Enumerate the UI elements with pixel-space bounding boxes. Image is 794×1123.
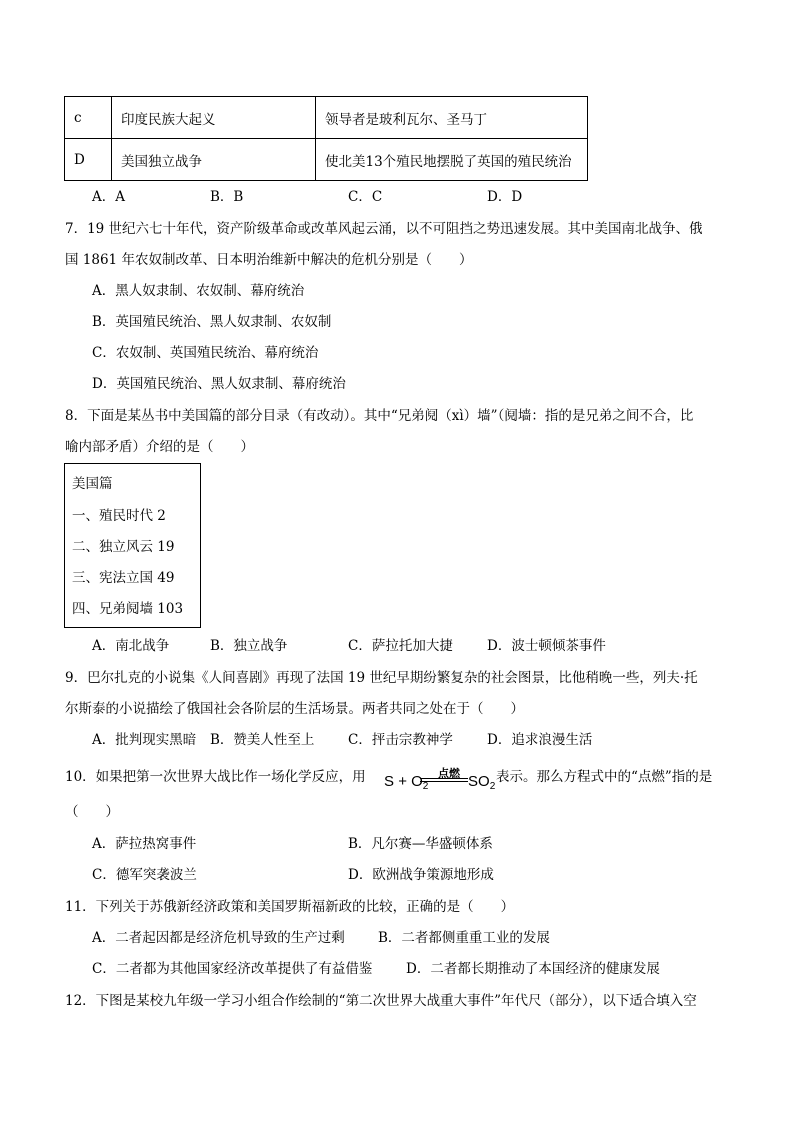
q8-stem-line1: 8．下面是某丛书中美国篇的部分目录（有改动）。其中“兄弟阋（xì）墙”（阋墙：指的是兄弟之间不合，比 xyxy=(65,408,694,424)
toc-title: 美国篇 xyxy=(72,476,113,492)
equation-o-subscript: 2 xyxy=(422,781,429,792)
q9-option-d: D．追求浪漫生活 xyxy=(487,732,593,748)
equation-condition: 点燃 xyxy=(438,767,460,780)
q10-stem-line2: （ ） xyxy=(65,804,119,820)
q11-option-a: A．二者起因都是经济危机导致的生产过剩 xyxy=(92,930,345,946)
q7-option-d: D．英国殖民统治、黑人奴隶制、幕府统治 xyxy=(92,376,346,392)
q6-option-b: B．B xyxy=(210,189,244,205)
q10-option-b: B．凡尔赛—华盛顿体系 xyxy=(348,836,493,852)
q10-option-d: D．欧洲战争策源地形成 xyxy=(348,867,494,883)
chemical-equation xyxy=(384,766,496,800)
q11-option-c: C．二者都为其他国家经济改革提供了有益借鉴 xyxy=(92,961,373,977)
q9-option-a: A．批判现实黑暗 xyxy=(92,732,197,748)
equation-so-subscript: 2 xyxy=(489,781,496,792)
table-cell-key: D xyxy=(65,139,112,181)
equation-s: S xyxy=(384,773,395,790)
q10-stem-before: 10．如果把第一次世界大战比作一场化学反应，用 xyxy=(65,769,366,785)
table-cell-event: 美国独立战争 xyxy=(112,139,316,181)
toc-entry: 四、兄弟阋墙 103 xyxy=(72,601,184,617)
toc-entry: 二、独立风云 19 xyxy=(72,539,175,555)
q7-stem-line2: 国 1861 年农奴制改革、日本明治维新中解决的危机分别是（ ） xyxy=(65,252,473,268)
toc-entry: 三、宪法立国 49 xyxy=(72,570,175,586)
q11-option-b: B．二者都侧重重工业的发展 xyxy=(378,930,550,946)
equation-reactants xyxy=(384,773,428,792)
q9-stem-line2: 尔斯泰的小说描绘了俄国社会各阶层的生活场景。两者共同之处在于（ ） xyxy=(65,701,524,717)
q8-option-d: D．波士顿倾茶事件 xyxy=(487,638,606,654)
q8-option-a: A．南北战争 xyxy=(92,638,170,654)
q6-option-a: A．A xyxy=(92,189,125,205)
q9-option-b: B．赞美人性至上 xyxy=(210,732,315,748)
q12-stem: 12．下图是某校九年级一学习小组合作绘制的“第二次世界大战重大事件”年代尺（部分），以下适合填入空 xyxy=(65,993,697,1009)
table-cell-desc: 领导者是玻利瓦尔、圣马丁 xyxy=(316,97,588,139)
q10-option-a: A．萨拉热窝事件 xyxy=(92,836,197,852)
q7-option-b: B．英国殖民统治、黑人奴隶制、农奴制 xyxy=(92,314,332,330)
table-cell-event: 印度民族大起义 xyxy=(112,97,316,139)
q7-option-a: A．黑人奴隶制、农奴制、幕府统治 xyxy=(92,283,305,299)
q11-stem: 11．下列关于苏俄新经济政策和美国罗斯福新政的比较，正确的是（ ） xyxy=(65,899,515,915)
equation-product xyxy=(468,773,495,792)
q6-option-c: C．C xyxy=(348,189,383,205)
q8-option-c: C．萨拉托加大捷 xyxy=(348,638,453,654)
q8-option-b: B．独立战争 xyxy=(210,638,288,654)
q7-option-c: C．农奴制、英国殖民统治、幕府统治 xyxy=(92,345,319,361)
answer-table xyxy=(64,96,588,181)
table-of-contents-box xyxy=(64,463,201,628)
table-cell-desc: 使北美13个殖民地摆脱了英国的殖民统治 xyxy=(316,139,588,181)
q10-stem-after: 表示。那么方程式中的“点燃”指的是 xyxy=(496,769,713,785)
table-cell-key: c xyxy=(65,97,112,139)
table-row xyxy=(65,97,588,139)
table-row xyxy=(65,139,588,181)
equation-so: SO xyxy=(468,773,490,790)
toc-entry: 一、殖民时代 2 xyxy=(72,508,166,524)
equation-plus: + xyxy=(398,773,407,790)
equation-o: O xyxy=(411,773,423,790)
q11-option-d: D．二者都长期推动了本国经济的健康发展 xyxy=(406,961,660,977)
q9-stem-line1: 9．巴尔扎克的小说集《人间喜剧》再现了法国 19 世纪早期纷繁复杂的社会图景，比他稍晚一些，列夫·托 xyxy=(65,670,698,686)
q10-option-c: C．德军突袭波兰 xyxy=(92,867,197,883)
q9-option-c: C．抨击宗教神学 xyxy=(348,732,453,748)
q7-stem-line1: 7．19 世纪六七十年代，资产阶级革命或改革风起云涌，以不可阻挡之势迅速发展。其中美国南北战争、俄 xyxy=(65,221,703,237)
q8-stem-line2: 喻内部矛盾）介绍的是（ ） xyxy=(65,439,254,455)
q6-option-d: D．D xyxy=(487,189,523,205)
